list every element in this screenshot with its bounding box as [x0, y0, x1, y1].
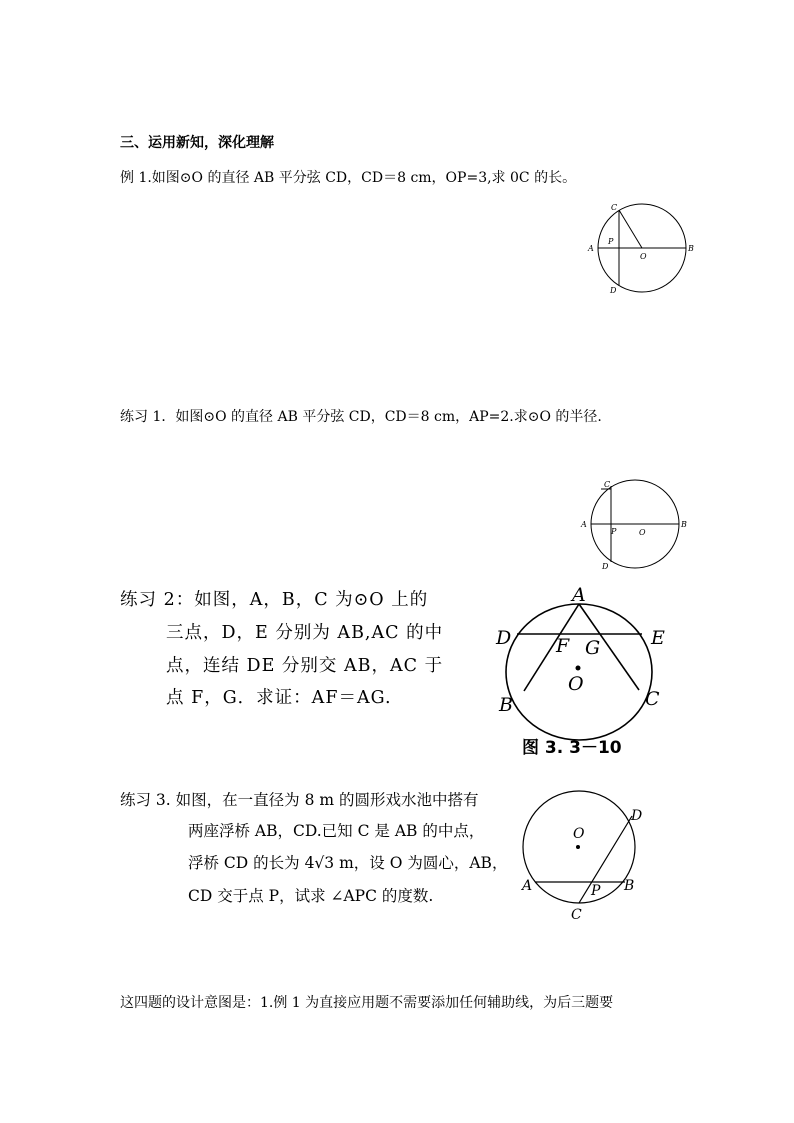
design-intent-text: 这四题的设计意图是：1.例 1 为直接应用题不需要添加任何辅助线，为后三题要 — [120, 995, 614, 1011]
fig3-label-c: C — [645, 688, 660, 710]
exercise3-line1: 练习 3. 如图，在一直径为 8 m 的圆形戏水池中搭有 — [120, 791, 479, 809]
fig4-label-o: O — [573, 826, 585, 842]
fig2-label-d: D — [602, 562, 609, 571]
exercise1-text: 练习 1．如图⊙O 的直径 AB 平分弦 CD，CD＝8 cm，AP=2.求⊙O 的半径. — [120, 409, 602, 425]
fig3-label-e: E — [651, 627, 665, 649]
fig2-label-b: B — [681, 520, 687, 529]
exercise3-line4: CD 交于点 P，试求 ∠APC 的度数. — [188, 887, 434, 905]
fig4-label-p: P — [591, 883, 601, 899]
fig4-label-b: B — [624, 878, 635, 894]
exercise3-figure — [514, 785, 674, 935]
fig4-label-c: C — [571, 907, 582, 923]
exercise3-line2: 两座浮桥 AB，CD.已知 C 是 AB 的中点， — [188, 822, 485, 840]
section-heading: 三、运用新知，深化理解 — [120, 135, 274, 151]
example1-text: 例 1.如图⊙O 的直径 AB 平分弦 CD，CD＝8 cm，OP=3,求 0C 的长。 — [120, 170, 577, 186]
fig1-label-o: O — [640, 252, 647, 261]
exercise2-line3: 点，连结 DE 分别交 AB，AC 于 — [166, 656, 444, 676]
fig4-label-a: A — [522, 878, 533, 894]
fig3-label-a: A — [572, 584, 586, 606]
exercise2-caption: 图 3. 3－10 — [522, 738, 622, 758]
exercise2-line1: 练习 2：如图，A，B，C 为⊙O 上的 — [120, 590, 429, 610]
fig3-label-f: F — [556, 635, 570, 657]
fig3-label-g: G — [585, 637, 601, 659]
fig1-label-d: D — [610, 286, 617, 295]
exercise2-line2: 三点，D，E 分别为 AB,AC 的中 — [166, 623, 444, 643]
fig1-label-b: B — [688, 244, 694, 253]
fig2-label-a: A — [581, 520, 587, 529]
fig3-label-b: B — [499, 694, 513, 716]
exercise2-line4: 点 F，G．求证：AF＝AG. — [166, 688, 392, 708]
fig1-label-c: C — [611, 203, 618, 212]
fig1-label-p: P — [608, 237, 614, 246]
fig3-label-o: O — [568, 673, 584, 695]
fig4-label-d: D — [631, 808, 643, 824]
exercise2-figure — [494, 584, 684, 754]
fig2-label-p: P — [611, 527, 617, 536]
exercise3-line3: 浮桥 CD 的长为 4√3 m，设 O 为圆心，AB， — [188, 854, 508, 872]
example1-figure — [584, 200, 704, 300]
fig3-label-d: D — [496, 627, 512, 649]
exercise1-figure — [578, 477, 698, 577]
fig2-label-o: O — [639, 528, 646, 537]
fig1-label-a: A — [588, 244, 594, 253]
fig2-label-c: C — [604, 480, 611, 489]
